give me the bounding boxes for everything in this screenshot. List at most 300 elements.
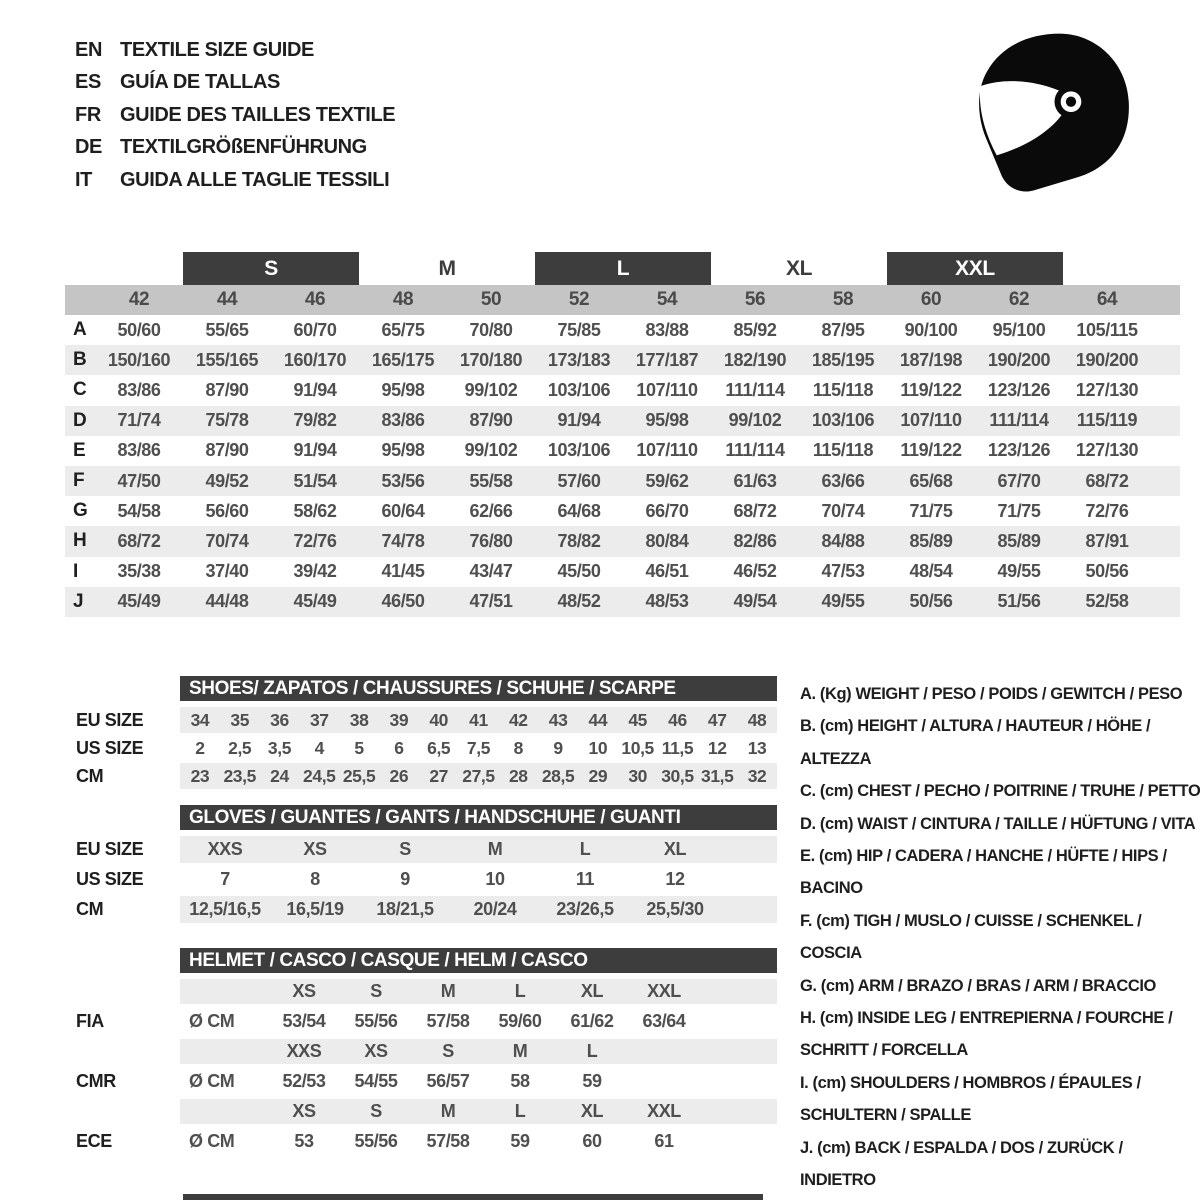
size-value-cell: 182/190	[723, 349, 787, 370]
measurement-row-e	[65, 436, 1180, 466]
size-value-cell: 49/52	[205, 470, 249, 491]
helmet-values	[180, 1069, 777, 1094]
shoe-size-cell: 35	[230, 709, 250, 730]
size-value-cell: 71/75	[909, 500, 953, 521]
size-value-cell: 43/47	[469, 561, 513, 582]
shoe-size-cell: 44	[588, 709, 608, 730]
helmet-table	[65, 948, 777, 1159]
size-value-cell: 46/50	[381, 591, 425, 612]
spacer	[65, 1099, 180, 1124]
gloves-rows	[65, 836, 777, 923]
size-value-cell: 82/86	[733, 530, 777, 551]
size-value-cell: 115/118	[812, 440, 874, 461]
size-value-cell: 70/74	[205, 530, 249, 551]
size-value-cell: 187/198	[899, 349, 963, 370]
helmet-unit-label: Ø CM	[189, 1071, 235, 1091]
size-value-cell: 48/54	[909, 561, 953, 582]
size-value-cell: 71/74	[117, 410, 161, 431]
size-value-cell: 60/64	[381, 500, 425, 521]
helmet-size-cell: L	[586, 1041, 598, 1061]
size-value-cell: 50/56	[909, 591, 953, 612]
shoe-size-cell: 6,5	[427, 737, 451, 758]
helmet-value-cell: 57/58	[426, 1011, 470, 1031]
language-code: ES	[75, 71, 101, 94]
row-letter: C	[73, 379, 87, 401]
shoe-size-cell: 24,5	[303, 765, 336, 786]
helmet-sizes	[180, 979, 777, 1004]
helmet-value-cell: 53/54	[282, 1011, 326, 1031]
size-value-cell: 111/114	[725, 440, 785, 461]
language-label: TEXTILGRÖßENFÜHRUNG	[120, 136, 367, 159]
helmet-size-cell: XS	[364, 1041, 388, 1061]
size-value-cell: 95/98	[645, 410, 689, 431]
helmet-size-cell: L	[514, 981, 526, 1001]
size-value-cell: 54/58	[117, 500, 161, 521]
helmet-size-cell: XXL	[647, 981, 681, 1001]
language-code: FR	[75, 103, 101, 126]
size-value-cell: 83/86	[117, 379, 161, 400]
shoe-size-cell: 42	[508, 709, 528, 730]
main-size-table	[65, 252, 1180, 617]
helmet-value-cell: 59	[582, 1071, 602, 1091]
shoes-title-row	[65, 676, 777, 701]
size-value-cell: 68/72	[117, 530, 161, 551]
size-value-cell: 84/88	[821, 530, 865, 551]
size-value-cell: 47/50	[117, 470, 161, 491]
legend-entry: J. (cm) BACK / ESPALDA / DOS / ZURÜCK / INDIETRO	[800, 1138, 1123, 1190]
legend-entry: F. (cm) TIGH / MUSLO / CUISSE / SCHENKEL / COSCIA	[800, 911, 1142, 963]
size-group-l: L	[535, 252, 711, 285]
legend-entry: H. (cm) INSIDE LEG / ENTREPIERNA / FOURCHE / SCHRITT / FORCELLA	[800, 1009, 1173, 1060]
size-value-cell: 87/95	[821, 319, 865, 340]
size-value-cell: 173/183	[547, 349, 611, 370]
size-column-48: 48	[392, 289, 414, 310]
helmet-value-cell: 59/60	[498, 1011, 542, 1031]
glove-size-cell: 20/24	[473, 899, 517, 919]
shoe-size-cell: 10	[588, 737, 608, 758]
size-value-cell: 45/49	[293, 591, 337, 612]
measurement-row-a	[65, 315, 1180, 345]
size-value-cell: 45/50	[557, 561, 601, 582]
helmet-values-row	[65, 1009, 777, 1034]
helmet-standard-label: FIA	[76, 1011, 104, 1031]
helmet-title: HELMET / CASCO / CASQUE / HELM / CASCO	[180, 948, 777, 973]
size-value-cell: 72/76	[293, 530, 337, 551]
size-value-cell: 127/130	[1075, 379, 1139, 400]
shoe-size-cell: 34	[190, 709, 210, 730]
language-label: GUIDA ALLE TAGLIE TESSILI	[120, 168, 390, 191]
spacer	[65, 676, 180, 701]
glove-size-cell: 11	[575, 869, 595, 889]
row-letter: I	[73, 560, 78, 582]
glove-size-cell: 9	[400, 869, 410, 889]
size-value-cell: 99/102	[464, 440, 518, 461]
row-letter: D	[73, 409, 87, 431]
glove-size-cell: S	[399, 839, 411, 859]
size-value-cell: 105/115	[1076, 319, 1138, 340]
helmet-value-cell: 58	[510, 1071, 530, 1091]
size-value-cell: 91/94	[293, 440, 337, 461]
shoe-size-cell: 2	[195, 737, 205, 758]
size-value-cell: 119/122	[900, 379, 962, 400]
size-column-56: 56	[744, 289, 766, 310]
size-value-cell: 49/54	[733, 591, 777, 612]
glove-size-cell: 12	[665, 869, 685, 889]
spacer	[65, 948, 180, 973]
size-value-cell: 64/68	[557, 500, 601, 521]
shoe-size-cell: 11,5	[661, 737, 694, 758]
glove-size-cell: 8	[310, 869, 320, 889]
size-value-cell: 44/48	[205, 591, 249, 612]
measurement-row-j	[65, 587, 1180, 617]
helmet-value-cell: 57/58	[426, 1131, 470, 1151]
shoe-size-cell: 5	[354, 737, 364, 758]
size-value-cell: 60/70	[293, 319, 337, 340]
row-letter: A	[73, 319, 87, 341]
shoe-size-cell: 9	[553, 737, 563, 758]
size-value-cell: 76/80	[469, 530, 513, 551]
gloves-row	[65, 866, 777, 893]
size-value-cell: 150/160	[107, 349, 171, 370]
helmet-size-cell: XXL	[647, 1101, 681, 1121]
bottom-section-band	[183, 1194, 763, 1200]
shoe-size-cell: 39	[389, 709, 409, 730]
shoe-size-cell: 2,5	[228, 737, 252, 758]
size-value-cell: 62/66	[469, 500, 513, 521]
helmet-size-cell: XS	[292, 981, 316, 1001]
size-value-cell: 59/62	[645, 470, 689, 491]
language-code: IT	[75, 168, 92, 191]
size-value-cell: 85/89	[997, 530, 1041, 551]
legend-entry: E. (cm) HIP / CADERA / HANCHE / HÜFTE / HIPS / BACINO	[800, 847, 1167, 898]
helmet-standard-label: CMR	[76, 1071, 116, 1091]
legend-entry: A. (Kg) WEIGHT / PESO / POIDS / GEWITCH / PESO	[800, 685, 1183, 703]
size-value-cell: 170/180	[459, 349, 523, 370]
size-value-cell: 39/42	[293, 561, 337, 582]
shoes-cells	[180, 735, 777, 761]
gloves-row	[65, 896, 777, 923]
helmet-value-cell: 52/53	[282, 1071, 326, 1091]
helmet-size-cell: M	[440, 1101, 456, 1121]
glove-size-cell: 7	[220, 869, 230, 889]
size-value-cell: 85/89	[909, 530, 953, 551]
helmet-value-cell: 63/64	[642, 1011, 686, 1031]
numeric-size-band	[65, 285, 1180, 315]
language-code: EN	[75, 38, 102, 61]
size-value-cell: 70/80	[469, 319, 513, 340]
size-value-cell: 95/98	[381, 379, 425, 400]
shoe-size-cell: 38	[349, 709, 369, 730]
size-value-cell: 48/52	[557, 591, 601, 612]
shoe-size-cell: 28,5	[541, 765, 575, 786]
helmet-value-cell: 61/62	[570, 1011, 614, 1031]
shoe-size-cell: 46	[668, 709, 687, 730]
size-column-46: 46	[304, 289, 326, 310]
helmet-value-cell: 60	[582, 1131, 602, 1151]
helmet-sizes-row	[65, 979, 777, 1004]
size-value-cell: 87/90	[205, 440, 249, 461]
shoe-size-cell: 23,5	[223, 765, 256, 786]
shoe-size-cell: 6	[394, 737, 404, 758]
row-letter: J	[73, 590, 84, 612]
shoe-size-cell: 41	[469, 709, 488, 730]
glove-size-cell: XL	[663, 839, 687, 859]
gloves-cells	[180, 896, 777, 923]
shoes-cells	[180, 763, 777, 789]
shoe-size-cell: 37	[309, 709, 329, 730]
shoe-size-cell: 7,5	[466, 737, 491, 758]
size-value-cell: 103/106	[811, 410, 875, 431]
size-value-cell: 99/102	[464, 379, 518, 400]
size-value-cell: 155/165	[195, 349, 259, 370]
helmet-size-cell: M	[440, 981, 456, 1001]
gloves-table	[65, 805, 777, 926]
shoe-size-cell: 12	[707, 737, 727, 758]
size-value-cell: 74/78	[381, 530, 425, 551]
glove-size-cell: 12,5/16,5	[189, 899, 261, 919]
size-value-cell: 66/70	[645, 500, 689, 521]
size-value-cell: 47/51	[469, 591, 513, 612]
helmet-size-cell: L	[514, 1101, 526, 1121]
measurement-row-d	[65, 406, 1180, 436]
shoe-size-cell: 36	[270, 709, 289, 730]
measurement-row-i	[65, 557, 1180, 587]
shoe-size-cell: 47	[707, 709, 727, 730]
size-value-cell: 46/51	[645, 561, 689, 582]
size-value-cell: 185/195	[811, 349, 875, 370]
shoe-size-cell: 3,5	[267, 737, 292, 758]
size-value-cell: 35/38	[117, 561, 161, 582]
shoes-row-label: EU SIZE	[76, 709, 144, 730]
size-value-cell: 58/62	[293, 500, 337, 521]
row-letter: H	[73, 530, 87, 552]
size-value-cell: 115/118	[812, 379, 874, 400]
size-value-cell: 160/170	[283, 349, 347, 370]
legend-entry: B. (cm) HEIGHT / ALTURA / HAUTEUR / HÖHE / ALTEZZA	[800, 717, 1151, 768]
helmet-standard-label: ECE	[76, 1131, 112, 1151]
size-value-cell: 45/49	[117, 591, 161, 612]
measurement-row-h	[65, 526, 1180, 556]
size-value-cell: 95/98	[381, 440, 425, 461]
helmet-size-cell: S	[370, 981, 382, 1001]
measurement-row-f	[65, 466, 1180, 496]
shoe-size-cell: 4	[314, 737, 324, 758]
helmet-sizes-row	[65, 1099, 777, 1124]
size-value-cell: 99/102	[728, 410, 782, 431]
helmet-sizes-row	[65, 1039, 777, 1064]
row-letter: G	[73, 500, 88, 522]
helmet-value-cell: 54/55	[354, 1071, 398, 1091]
size-value-cell: 177/187	[635, 349, 699, 370]
glove-size-cell: 10	[485, 869, 505, 889]
size-value-cell: 51/56	[997, 591, 1041, 612]
size-column-44: 44	[216, 289, 238, 310]
helmet-size-cell: S	[370, 1101, 382, 1121]
shoes-row	[65, 707, 777, 733]
size-column-62: 62	[1008, 289, 1030, 310]
size-value-cell: 68/72	[1085, 470, 1129, 491]
size-value-cell: 70/74	[821, 500, 865, 521]
shoe-size-cell: 40	[429, 709, 449, 730]
glove-size-cell: 16,5/19	[286, 899, 344, 919]
shoe-size-cell: 29	[588, 765, 608, 786]
legend-entry: I. (cm) SHOULDERS / HOMBROS / ÉPAULES / SCHULTERN / SPALLE	[800, 1073, 1141, 1125]
size-value-cell: 57/60	[557, 470, 601, 491]
glove-size-cell: 23/26,5	[556, 899, 614, 919]
spacer	[65, 1039, 180, 1064]
shoes-cells	[180, 707, 777, 733]
size-value-cell: 107/110	[636, 440, 698, 461]
size-value-cell: 83/88	[645, 319, 689, 340]
helmet-size-cell: XL	[580, 1101, 604, 1121]
shoes-rows	[65, 707, 777, 789]
language-row	[75, 164, 395, 197]
size-value-cell: 37/40	[205, 561, 249, 582]
glove-size-cell: XXS	[207, 839, 243, 859]
shoe-size-cell: 27,5	[462, 765, 495, 786]
shoe-size-cell: 48	[747, 709, 767, 730]
size-value-cell: 50/60	[117, 319, 161, 340]
size-group-xxl: XXL	[887, 252, 1063, 285]
measurement-row-c	[65, 375, 1180, 405]
helmet-values-row	[65, 1129, 777, 1154]
shoe-size-cell: 30	[628, 765, 647, 786]
language-list	[75, 34, 395, 197]
language-label: GUIDE DES TAILLES TEXTILE	[120, 103, 396, 126]
racing-helmet-icon	[972, 28, 1137, 196]
gloves-title: GLOVES / GUANTES / GANTS / HANDSCHUHE / GUANTI	[180, 805, 777, 830]
size-value-cell: 65/75	[381, 319, 425, 340]
size-column-58: 58	[832, 289, 854, 310]
helmet-value-cell: 55/56	[354, 1131, 398, 1151]
gloves-cells	[180, 866, 777, 893]
measurement-row-b	[65, 345, 1180, 375]
size-value-cell: 49/55	[997, 561, 1041, 582]
size-value-cell: 190/200	[987, 349, 1051, 370]
size-value-cell: 90/100	[904, 319, 958, 340]
size-value-cell: 65/68	[909, 470, 953, 491]
language-label: TEXTILE SIZE GUIDE	[120, 38, 314, 61]
size-value-cell: 48/53	[645, 591, 689, 612]
shoe-size-cell: 8	[513, 737, 523, 758]
size-value-cell: 119/122	[900, 440, 962, 461]
language-code: DE	[75, 136, 102, 159]
measurement-rows	[65, 315, 1180, 617]
shoe-size-cell: 25,5	[342, 765, 376, 786]
size-group-header	[65, 252, 1180, 285]
size-value-cell: 107/110	[900, 410, 962, 431]
size-value-cell: 165/175	[371, 349, 435, 370]
size-column-52: 52	[568, 289, 590, 310]
size-value-cell: 72/76	[1085, 500, 1129, 521]
gloves-cells	[180, 836, 777, 863]
legend-entry: C. (cm) CHEST / PECHO / POITRINE / TRUHE / PETTO	[800, 782, 1200, 801]
helmet-size-cell: S	[442, 1041, 454, 1061]
helmet-values	[180, 1129, 777, 1154]
shoe-size-cell: 24	[270, 765, 289, 786]
helmet-value-cell: 56/57	[426, 1071, 470, 1091]
language-row	[75, 132, 395, 165]
shoes-row	[65, 735, 777, 761]
helmet-sizes	[180, 1099, 777, 1124]
shoe-size-cell: 28	[508, 765, 528, 786]
row-letter: F	[73, 470, 85, 492]
size-group-xl: XL	[785, 256, 813, 280]
glove-size-cell: M	[487, 839, 503, 859]
size-value-cell: 87/90	[469, 410, 513, 431]
helmet-sizes	[180, 1039, 777, 1064]
language-row	[75, 99, 395, 132]
helmet-size-cell: M	[512, 1041, 528, 1061]
size-value-cell: 95/100	[992, 319, 1046, 340]
gloves-row-label: CM	[76, 899, 104, 919]
helmet-unit-label: Ø CM	[189, 1011, 235, 1031]
size-value-cell: 87/90	[205, 379, 249, 400]
size-value-cell: 41/45	[381, 561, 425, 582]
shoe-size-cell: 27	[429, 765, 449, 786]
shoe-size-cell: 30,5	[661, 765, 694, 786]
helmet-title-row	[65, 948, 777, 973]
shoes-row	[65, 763, 777, 789]
helmet-value-cell: 53	[294, 1131, 314, 1151]
shoe-size-cell: 31,5	[701, 765, 734, 786]
size-value-cell: 83/86	[117, 440, 161, 461]
helmet-size-cell: XXS	[286, 1041, 322, 1061]
gloves-row-label: US SIZE	[76, 869, 144, 889]
helmet-values-row	[65, 1069, 777, 1094]
size-column-50: 50	[480, 289, 502, 310]
glove-size-cell: L	[579, 839, 591, 859]
size-value-cell: 55/58	[469, 470, 513, 491]
glove-size-cell: 18/21,5	[376, 899, 434, 919]
row-letter: B	[73, 349, 87, 371]
size-value-cell: 61/63	[733, 470, 777, 491]
helmet-value-cell: 55/56	[354, 1011, 398, 1031]
size-value-cell: 78/82	[557, 530, 601, 551]
size-value-cell: 52/58	[1085, 591, 1129, 612]
size-value-cell: 123/126	[987, 440, 1051, 461]
language-label: GUÍA DE TALLAS	[120, 71, 280, 94]
spacer	[65, 805, 180, 830]
size-value-cell: 51/54	[293, 470, 337, 491]
size-value-cell: 71/75	[997, 500, 1041, 521]
language-row	[75, 67, 395, 100]
size-value-cell: 63/66	[821, 470, 865, 491]
helmet-value-cell: 59	[510, 1131, 530, 1151]
size-column-54: 54	[656, 289, 678, 310]
size-value-cell: 103/106	[547, 379, 611, 400]
size-value-cell: 50/56	[1085, 561, 1129, 582]
size-value-cell: 107/110	[636, 379, 698, 400]
shoes-title: SHOES/ ZAPATOS / CHAUSSURES / SCHUHE / SCARPE	[180, 676, 777, 701]
size-value-cell: 115/119	[1076, 410, 1138, 431]
size-value-cell: 83/86	[381, 410, 425, 431]
size-value-cell: 75/78	[205, 410, 249, 431]
size-column-42: 42	[128, 289, 150, 310]
size-value-cell: 111/114	[725, 379, 785, 400]
size-value-cell: 91/94	[293, 379, 337, 400]
size-value-cell: 87/91	[1085, 530, 1129, 551]
glove-size-cell: XS	[303, 839, 327, 859]
shoe-size-cell: 45	[628, 709, 647, 730]
gloves-title-row	[65, 805, 777, 830]
size-value-cell: 46/52	[733, 561, 777, 582]
size-value-cell: 47/53	[821, 561, 865, 582]
shoe-size-cell: 43	[548, 709, 568, 730]
size-group-s: S	[183, 252, 359, 285]
shoe-size-cell: 23	[190, 765, 210, 786]
size-value-cell: 53/56	[381, 470, 425, 491]
